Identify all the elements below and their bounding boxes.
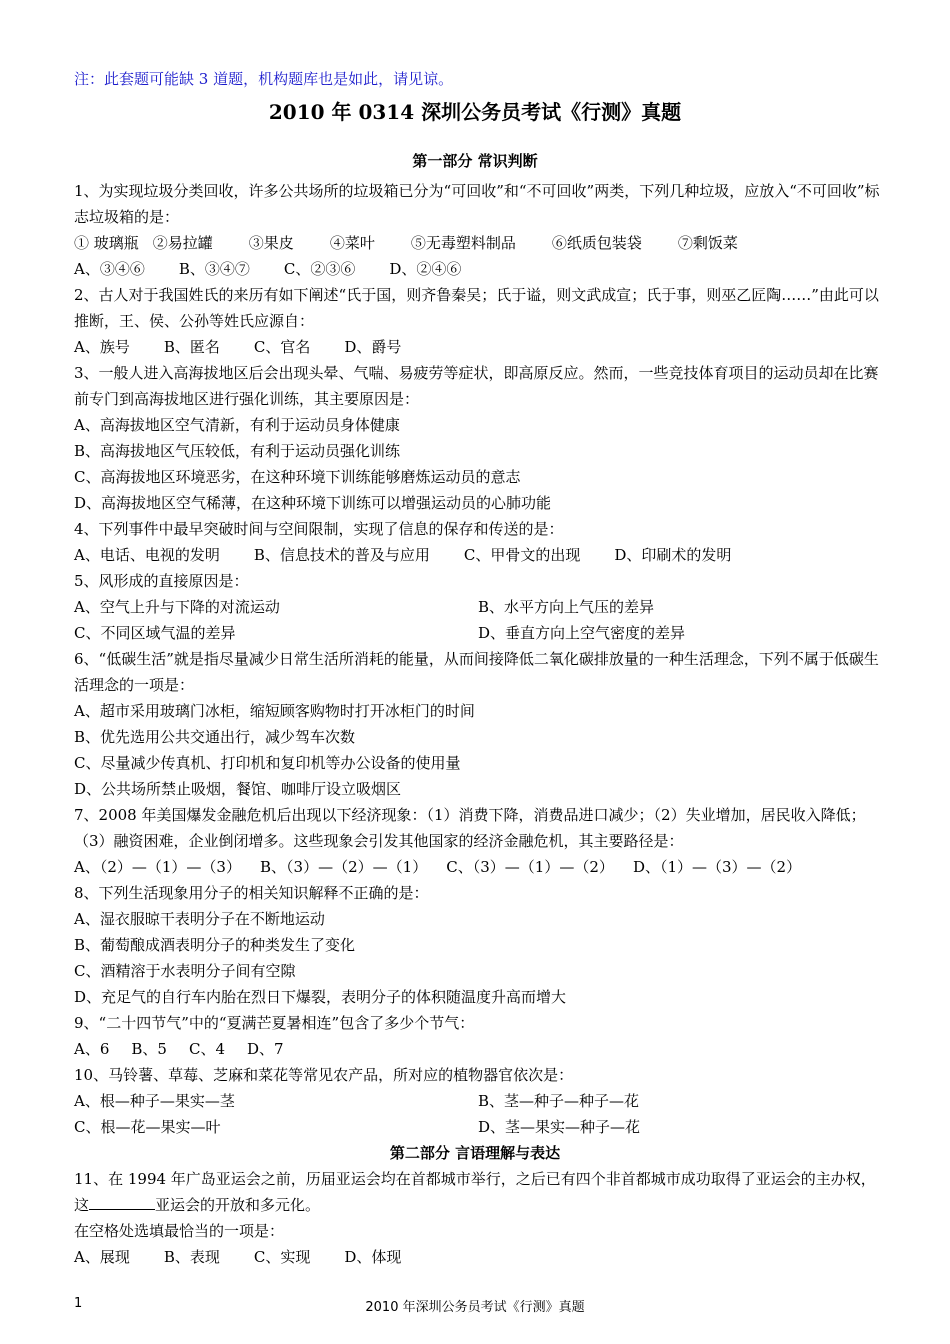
q6-option-a: A、超市采用玻璃门冰柜，缩短顾客购物时打开冰柜门的时间: [74, 702, 475, 720]
q9-option: D、7: [247, 1040, 284, 1058]
question-content: [74, 178, 882, 1270]
q2-option: A、族号: [74, 338, 130, 356]
q1-option: C、②③⑥: [283, 260, 356, 278]
q4-option: A、电话、电视的发明: [74, 546, 220, 564]
q5-option-d: D、垂直方向上空气密度的差异: [478, 624, 686, 642]
q8-option-c: C、酒精溶于水表明分子间有空隙: [74, 962, 296, 980]
q1-option: D、②④⑥: [389, 260, 462, 278]
q1-item: ⑤无毒塑料制品: [410, 234, 516, 252]
question-9-text: 9、“二十四节气”中的“夏满芒夏暑相连”包含了多少个节气：: [74, 1014, 475, 1032]
question-11-text: [74, 1166, 882, 1218]
question-7-text: 7、2008 年美国爆发金融危机后出现以下经济现象：（1）消费下降，消费品进口减少；（2）失业增加，居民收入降低；（3）融资困难，企业倒闭增多。这些现象会引发其他国家的经济金融危机，其主要路径是：: [74, 806, 866, 850]
question-5-options: [74, 594, 882, 646]
question-7-options: A、（2）—（1）—（3） B、（3）—（2）—（1） C、（3）—（1）—（2） D、（1）—（3）—（2）: [74, 858, 802, 876]
footer-title: 2010 年深圳公务员考试《行测》真题: [365, 1300, 585, 1315]
q1-item: ③果皮: [248, 234, 294, 252]
q10-option-b: B、茎—种子—种子—花: [478, 1092, 640, 1110]
q11-blank: [89, 1193, 155, 1210]
q5-option-a: A、空气上升与下降的对流运动: [74, 598, 280, 616]
q2-option: B、匿名: [163, 338, 220, 356]
q3-option-b: B、高海拔地区气压较低，有利于运动员强化训练: [74, 442, 401, 460]
question-11-options: [74, 1244, 882, 1270]
q3-option-a: A、高海拔地区空气清新，有利于运动员身体健康: [74, 416, 400, 434]
question-1-options: [74, 256, 882, 282]
q5-option-b: B、水平方向上气压的差异: [478, 598, 655, 616]
q4-option: C、甲骨文的出现: [463, 546, 581, 564]
part1-heading: 第一部分 常识判断: [412, 152, 538, 170]
q10-option-c: C、根—花—果实—叶: [74, 1118, 221, 1136]
q3-option-c: C、高海拔地区环境恶劣，在这种环境下训练能够磨炼运动员的意志: [74, 468, 521, 486]
page-title: 2010 年 0314 深圳公务员考试《行测》真题: [268, 100, 682, 124]
q1-option: A、③④⑥: [74, 260, 145, 278]
question-6-text: 6、“低碳生活”就是指尽量减少日常生活所消耗的能量，从而间接降低二氧化碳排放量的一种生活理念，下列不属于低碳生活理念的一项是：: [74, 650, 879, 694]
q6-option-d: D、公共场所禁止吸烟，餐馆、咖啡厅设立吸烟区: [74, 780, 402, 798]
q6-option-b: B、优先选用公共交通出行，减少驾车次数: [74, 728, 356, 746]
q3-option-d: D、高海拔地区空气稀薄，在这种环境下训练可以增强运动员的心肺功能: [74, 494, 552, 512]
q1-item: ②易拉罐: [152, 234, 213, 252]
q4-option: D、印刷术的发明: [614, 546, 732, 564]
q1-item: ① 玻璃瓶: [74, 234, 139, 252]
question-3-text: 3、一般人进入高海拔地区后会出现头晕、气喘、易疲劳等症状，即高原反应。然而，一些竞技体育项目的运动员却在比赛前专门到高海拔地区进行强化训练，其主要原因是：: [74, 364, 879, 408]
question-2-text: 2、古人对于我国姓氏的来历有如下阐述“氏于国，则齐鲁秦吴；氏于谥，则文武成宣；氏于事，则巫乙匠陶……”由此可以推断，王、侯、公孙等姓氏应源自：: [74, 286, 879, 330]
page-number: 1: [74, 1296, 83, 1311]
q4-option: B、信息技术的普及与应用: [253, 546, 430, 564]
q1-option: B、③④⑦: [178, 260, 250, 278]
q10-option-a: A、根—种子—果实—茎: [74, 1092, 235, 1110]
part2-heading: 第二部分 言语理解与表达: [389, 1144, 561, 1162]
q9-option: A、6: [74, 1040, 110, 1058]
q2-option: C、官名: [253, 338, 311, 356]
question-5-text: 5、风形成的直接原因是：: [74, 572, 249, 590]
question-4-options: [74, 542, 882, 568]
q11-text-after: 亚运会的开放和多元化。: [155, 1196, 321, 1214]
q8-option-b: B、葡萄酿成酒表明分子的种类发生了变化: [74, 936, 356, 954]
q11-text-before: 11、在 1994 年广岛亚运会之前，历届亚运会均在首都城市举行，之后已有四个非首都城市成功取得了亚运会的主办权，这: [74, 1170, 876, 1214]
question-9-options: [74, 1036, 882, 1062]
question-2-options: [74, 334, 882, 360]
q11-option: C、实现: [253, 1248, 311, 1266]
q8-option-a: A、湿衣服晾干表明分子在不断地运动: [74, 910, 325, 928]
q9-option: B、5: [131, 1040, 167, 1058]
q11-option: D、体现: [344, 1248, 402, 1266]
q6-option-c: C、尽量减少传真机、打印机和复印机等办公设备的使用量: [74, 754, 461, 772]
q2-option: D、爵号: [344, 338, 402, 356]
question-10-options: [74, 1088, 882, 1140]
q1-item: ⑦剩饭菜: [677, 234, 738, 252]
q5-option-c: C、不同区域气温的差异: [74, 624, 236, 642]
question-1-text: 1、为实现垃圾分类回收，许多公共场所的垃圾箱已分为“可回收”和“不可回收”两类，下列几种垃圾，应放入“不可回收”标志垃圾箱的是：: [74, 182, 880, 226]
header-note: 注：此套题可能缺 3 道题，机构题库也是如此，请见谅。: [74, 70, 454, 88]
question-10-text: 10、马铃薯、草莓、芝麻和菜花等常见农产品，所对应的植物器官依次是：: [74, 1066, 574, 1084]
q11-option: B、表现: [163, 1248, 220, 1266]
q10-option-d: D、茎—果实—种子—花: [478, 1118, 641, 1136]
q9-option: C、4: [188, 1040, 225, 1058]
q1-item: ④菜叶: [329, 234, 375, 252]
q1-item: ⑥纸质包装袋: [551, 234, 642, 252]
q11-option: A、展现: [74, 1248, 130, 1266]
q11-instruction: 在空格处选填最恰当的一项是：: [74, 1222, 285, 1240]
q8-option-d: D、充足气的自行车内胎在烈日下爆裂，表明分子的体积随温度升高而增大: [74, 988, 567, 1006]
question-1-items: [74, 230, 882, 256]
question-4-text: 4、下列事件中最早突破时间与空间限制，实现了信息的保存和传送的是：: [74, 520, 564, 538]
question-8-text: 8、下列生活现象用分子的相关知识解释不正确的是：: [74, 884, 429, 902]
